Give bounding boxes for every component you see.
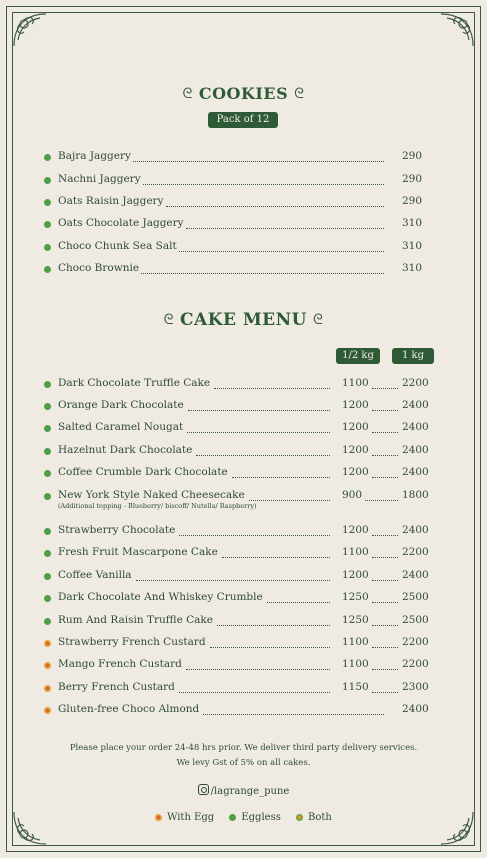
cake-name: Orange Dark Chocolate bbox=[58, 399, 184, 411]
title-flourish-icon: ᘓ bbox=[182, 86, 193, 102]
dot-leader bbox=[143, 184, 384, 185]
cake-item bbox=[44, 546, 444, 562]
cake-name: Berry French Custard bbox=[58, 681, 175, 693]
cake-price-full: 2400 bbox=[402, 466, 429, 478]
cake-price-full: 1800 bbox=[402, 489, 429, 501]
dot-leader bbox=[372, 647, 398, 648]
cake-price-half: 1200 bbox=[342, 444, 369, 456]
veg-dot-icon bbox=[44, 618, 51, 625]
cookie-name: Choco Brownie bbox=[58, 262, 140, 274]
cake-name: Strawberry French Custard bbox=[58, 636, 206, 648]
dot-leader bbox=[133, 161, 384, 162]
cake-price-half: 1150 bbox=[342, 681, 369, 693]
cake-item bbox=[44, 703, 444, 719]
cake-name: Mango French Custard bbox=[58, 658, 182, 670]
cake-item bbox=[44, 591, 444, 607]
cake-price-full: 2200 bbox=[402, 658, 429, 670]
order-note: Please place your order 24-48 hrs prior. We deliver third party delivery services. bbox=[69, 743, 418, 753]
cookie-name: Oats Chocolate Jaggery bbox=[58, 217, 184, 229]
cake-price-half: 1200 bbox=[342, 569, 369, 581]
cookie-price: 310 bbox=[402, 217, 423, 229]
cake-price-full: 2400 bbox=[402, 444, 429, 456]
cake-price-full: 2400 bbox=[402, 703, 429, 715]
cake-name: Fresh Fruit Mascarpone Cake bbox=[58, 546, 218, 558]
gst-note: We levy Gst of 5% on all cakes. bbox=[176, 758, 311, 768]
cake-price-half: 1100 bbox=[342, 658, 369, 670]
dot-leader bbox=[365, 500, 398, 501]
dot-leader bbox=[372, 602, 398, 603]
cake-price-full: 2200 bbox=[402, 546, 429, 558]
dot-leader bbox=[372, 625, 398, 626]
cake-note: (Additional topping - Blueberry/ biscoff/ Nutella/ Raspberry) bbox=[58, 502, 257, 510]
cookie-name: Oats Raisin Jaggery bbox=[58, 195, 164, 207]
cake-price-half: 1200 bbox=[342, 421, 369, 433]
cake-price-half: 1250 bbox=[342, 591, 369, 603]
cookie-name: Nachni Jaggery bbox=[58, 173, 141, 185]
cookie-name: Bajra Jaggery bbox=[58, 150, 131, 162]
cake-price-half: 1100 bbox=[342, 636, 369, 648]
egg-dot-icon bbox=[155, 814, 162, 821]
cake-price-full: 2400 bbox=[402, 399, 429, 411]
cake-item bbox=[44, 681, 444, 697]
cake-name: Coffee Vanilla bbox=[58, 569, 132, 581]
dot-leader bbox=[372, 557, 398, 558]
cake-name: Rum And Raisin Truffle Cake bbox=[58, 614, 214, 626]
cookie-item bbox=[44, 173, 444, 189]
cake-price-half: 1250 bbox=[342, 614, 369, 626]
instagram-handle[interactable]: /lagrange_pune bbox=[0, 784, 487, 797]
cake-name: New York Style Naked Cheesecake bbox=[58, 489, 245, 501]
dot-leader bbox=[267, 602, 330, 603]
cookie-item bbox=[44, 217, 444, 233]
cake-name: Dark Chocolate Truffle Cake bbox=[58, 377, 211, 389]
dot-leader bbox=[203, 714, 384, 715]
dot-leader bbox=[188, 410, 330, 411]
veg-dot-icon bbox=[44, 595, 51, 602]
cake-name: Salted Caramel Nougat bbox=[58, 421, 184, 433]
veg-dot-icon bbox=[44, 528, 51, 535]
cake-name: Hazelnut Dark Chocolate bbox=[58, 444, 193, 456]
cake-price-half: 1200 bbox=[342, 399, 369, 411]
title-flourish-icon: ᘓ bbox=[163, 312, 174, 328]
cake-item bbox=[44, 636, 444, 652]
pack-badge: Pack of 12 bbox=[208, 112, 278, 128]
cake-price-half: 900 bbox=[342, 489, 363, 501]
veg-dot-icon bbox=[44, 493, 51, 500]
dot-leader bbox=[372, 455, 398, 456]
cake-item bbox=[44, 489, 444, 510]
dot-leader bbox=[179, 692, 330, 693]
egg-dot-icon bbox=[44, 662, 51, 669]
dot-leader bbox=[214, 388, 330, 389]
half-kg-badge: 1/2 kg bbox=[336, 348, 380, 364]
dot-leader bbox=[179, 535, 330, 536]
cake-name: Gluten-free Choco Almond bbox=[58, 703, 200, 715]
egg-dot-icon bbox=[44, 707, 51, 714]
one-kg-badge: 1 kg bbox=[392, 348, 434, 364]
cake-price-full: 2500 bbox=[402, 591, 429, 603]
legend bbox=[0, 812, 487, 823]
veg-dot-icon bbox=[44, 177, 51, 184]
cookies-title: ᘓ COOKIES ᘓ bbox=[182, 84, 305, 103]
dot-leader bbox=[222, 557, 330, 558]
cake-menu-title: ᘓ CAKE MENU ᘓ bbox=[163, 310, 324, 330]
cookie-name: Choco Chunk Sea Salt bbox=[58, 240, 177, 252]
dot-leader bbox=[166, 206, 384, 207]
cake-price-full: 2400 bbox=[402, 421, 429, 433]
cake-item bbox=[44, 658, 444, 674]
veg-dot-icon bbox=[44, 221, 51, 228]
dot-leader bbox=[210, 647, 330, 648]
cookie-price: 310 bbox=[402, 240, 423, 252]
cake-item bbox=[44, 614, 444, 630]
dot-leader bbox=[136, 580, 330, 581]
both-dot-icon bbox=[296, 814, 303, 821]
cake-price-full: 2500 bbox=[402, 614, 429, 626]
instagram-icon bbox=[198, 784, 209, 795]
dot-leader bbox=[372, 580, 398, 581]
cake-item bbox=[44, 524, 444, 540]
cake-price-half: 1100 bbox=[342, 546, 369, 558]
veg-dot-icon bbox=[44, 425, 51, 432]
cake-name: Coffee Crumble Dark Chocolate bbox=[58, 466, 228, 478]
cake-price-full: 2200 bbox=[402, 636, 429, 648]
egg-dot-icon bbox=[44, 640, 51, 647]
legend-both: Both bbox=[296, 812, 332, 823]
title-flourish-icon: ᘓ bbox=[313, 312, 324, 328]
cake-price-full: 2400 bbox=[402, 524, 429, 536]
cookie-item bbox=[44, 240, 444, 256]
cookie-price: 290 bbox=[402, 195, 423, 207]
dot-leader bbox=[179, 251, 384, 252]
dot-leader bbox=[372, 692, 398, 693]
veg-dot-icon bbox=[44, 266, 51, 273]
dot-leader bbox=[372, 669, 398, 670]
cake-price-half: 1200 bbox=[342, 524, 369, 536]
cake-price-full: 2300 bbox=[402, 681, 429, 693]
cake-price-full: 2400 bbox=[402, 569, 429, 581]
dot-leader bbox=[372, 535, 398, 536]
cookie-item bbox=[44, 262, 444, 278]
dot-leader bbox=[187, 432, 330, 433]
dot-leader bbox=[372, 410, 398, 411]
cookie-item bbox=[44, 195, 444, 211]
cake-item bbox=[44, 421, 444, 437]
cookie-price: 310 bbox=[402, 262, 423, 274]
veg-dot-icon bbox=[44, 550, 51, 557]
legend-egg: With Egg bbox=[155, 812, 214, 823]
dot-leader bbox=[372, 432, 398, 433]
cake-price-half: 1100 bbox=[342, 377, 369, 389]
dot-leader bbox=[372, 388, 398, 389]
cake-item bbox=[44, 569, 444, 585]
cookie-price: 290 bbox=[402, 173, 423, 185]
veg-dot-icon bbox=[44, 403, 51, 410]
cake-item bbox=[44, 377, 444, 393]
cookie-price: 290 bbox=[402, 150, 423, 162]
title-flourish-icon: ᘓ bbox=[294, 86, 305, 102]
dot-leader bbox=[372, 477, 398, 478]
legend-eggless: Eggless bbox=[229, 812, 280, 823]
dot-leader bbox=[249, 500, 330, 501]
dot-leader bbox=[186, 228, 384, 229]
veg-dot-icon bbox=[44, 154, 51, 161]
dot-leader bbox=[141, 273, 384, 274]
cake-price-half: 1200 bbox=[342, 466, 369, 478]
cake-price-full: 2200 bbox=[402, 377, 429, 389]
dot-leader bbox=[196, 455, 330, 456]
dot-leader bbox=[217, 625, 330, 626]
cake-name: Dark Chocolate And Whiskey Crumble bbox=[58, 591, 263, 603]
veg-dot-icon bbox=[44, 244, 51, 251]
veg-dot-icon bbox=[229, 814, 236, 821]
cake-item bbox=[44, 399, 444, 415]
dot-leader bbox=[186, 669, 330, 670]
egg-dot-icon bbox=[44, 685, 51, 692]
cake-name: Strawberry Chocolate bbox=[58, 524, 176, 536]
veg-dot-icon bbox=[44, 199, 51, 206]
cake-item bbox=[44, 444, 444, 460]
cake-item bbox=[44, 466, 444, 482]
veg-dot-icon bbox=[44, 470, 51, 477]
corner-flourish-icon bbox=[10, 10, 50, 50]
veg-dot-icon bbox=[44, 573, 51, 580]
corner-flourish-icon bbox=[437, 10, 477, 50]
veg-dot-icon bbox=[44, 381, 51, 388]
dot-leader bbox=[232, 477, 330, 478]
veg-dot-icon bbox=[44, 448, 51, 455]
cookie-item bbox=[44, 150, 444, 166]
